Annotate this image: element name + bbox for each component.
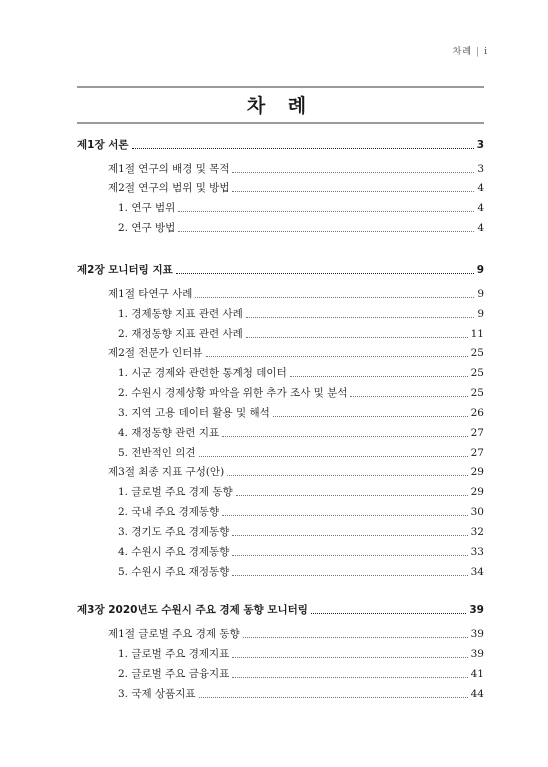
toc-page: 9 xyxy=(477,288,484,300)
toc-leader xyxy=(206,356,468,357)
toc-item[interactable] xyxy=(77,688,484,701)
toc-leader xyxy=(246,337,468,338)
toc-page: 4 xyxy=(477,222,484,234)
toc-page: 9 xyxy=(477,308,484,320)
toc-label: 1. 연구 범위 xyxy=(118,202,176,214)
toc-chapter[interactable] xyxy=(77,264,484,277)
toc-page: 44 xyxy=(470,688,484,700)
running-header xyxy=(453,44,488,57)
toc-page: 27 xyxy=(470,427,484,439)
toc-item[interactable] xyxy=(77,648,484,661)
toc-label: 제3장 2020년도 수원시 주요 경제 동향 모니터링 xyxy=(77,604,308,616)
toc-page: 9 xyxy=(476,264,484,276)
toc-label: 1. 시군 경제와 관련한 통계청 데이터 xyxy=(118,367,287,379)
toc-page: 39 xyxy=(469,604,484,616)
toc-label: 5. 수원시 주요 재정동향 xyxy=(118,566,230,578)
toc-item[interactable] xyxy=(77,427,484,440)
toc-leader xyxy=(232,535,467,536)
toc-label: 2. 글로벌 주요 금융지표 xyxy=(118,668,230,680)
toc-label: 2. 재정동향 지표 관련 사례 xyxy=(118,328,243,340)
toc-label: 3. 경기도 주요 경제동향 xyxy=(118,526,230,538)
toc-page: 11 xyxy=(470,328,484,340)
toc-item[interactable] xyxy=(77,328,484,341)
toc-label: 2. 국내 주요 경제동향 xyxy=(118,506,220,518)
toc-page: 3 xyxy=(476,139,484,151)
toc-leader xyxy=(195,297,474,298)
toc-label: 3. 국제 상품지표 xyxy=(118,688,196,700)
toc-label: 1. 경제동향 지표 관련 사례 xyxy=(118,308,243,320)
title-rule-top xyxy=(77,86,484,88)
toc-leader xyxy=(236,495,468,496)
toc-page: 27 xyxy=(470,447,484,459)
running-title: 차례 xyxy=(452,47,473,57)
toc-section[interactable] xyxy=(77,466,484,479)
toc-item[interactable] xyxy=(77,202,484,215)
toc-page: 34 xyxy=(470,566,484,578)
header-separator: | xyxy=(476,47,481,57)
toc-leader xyxy=(222,515,467,516)
toc-label: 제2장 모니터링 지표 xyxy=(77,264,173,276)
toc-page: 33 xyxy=(470,546,484,558)
toc-leader xyxy=(232,575,467,576)
toc-item[interactable] xyxy=(77,486,484,499)
toc-section[interactable] xyxy=(77,182,484,195)
toc-label: 1. 글로벌 주요 경제 동향 xyxy=(118,486,233,498)
toc-page: 25 xyxy=(470,347,484,359)
toc-page: 25 xyxy=(470,367,484,379)
toc-item[interactable] xyxy=(77,506,484,519)
toc-chapter[interactable] xyxy=(77,604,484,617)
toc-label: 4. 수원시 주요 경제동향 xyxy=(118,546,230,558)
toc-leader xyxy=(273,416,468,417)
toc-label: 제3절 최종 지표 구성(안) xyxy=(108,466,225,478)
toc-item[interactable] xyxy=(77,566,484,579)
toc-label: 제1절 글로벌 주요 경제 동향 xyxy=(108,628,240,640)
toc-label: 4. 재정동향 관련 지표 xyxy=(118,427,220,439)
toc-item[interactable] xyxy=(77,308,484,321)
toc-page: 25 xyxy=(470,387,484,399)
toc-leader xyxy=(178,211,474,212)
toc-label: 제1절 연구의 배경 및 목적 xyxy=(108,163,230,175)
toc-item[interactable] xyxy=(77,407,484,420)
toc-page: 26 xyxy=(470,407,484,419)
page-title: 차 례 xyxy=(246,95,315,117)
toc-page: 4 xyxy=(477,182,484,194)
toc-label: 제2절 전문가 인터뷰 xyxy=(108,347,203,359)
toc-leader xyxy=(178,231,474,232)
toc-leader xyxy=(311,613,466,614)
toc-leader xyxy=(232,677,467,678)
toc-chapter[interactable] xyxy=(77,139,484,152)
toc-section[interactable] xyxy=(77,628,484,641)
toc-leader xyxy=(232,191,474,192)
toc-page: 39 xyxy=(470,628,484,640)
toc-page: 29 xyxy=(470,466,484,478)
toc-leader xyxy=(199,456,468,457)
toc-leader xyxy=(176,273,474,274)
toc-item[interactable] xyxy=(77,526,484,539)
toc-leader xyxy=(227,475,467,476)
toc-leader xyxy=(199,697,468,698)
toc-label: 제1장 서론 xyxy=(77,139,129,151)
toc-page: 3 xyxy=(477,163,484,175)
toc-leader xyxy=(246,317,475,318)
toc-item[interactable] xyxy=(77,222,484,235)
toc-page: 30 xyxy=(470,506,484,518)
toc-label: 제2절 연구의 범위 및 방법 xyxy=(108,182,230,194)
toc-leader xyxy=(222,436,467,437)
toc-leader xyxy=(243,637,468,638)
toc-section[interactable] xyxy=(77,288,484,301)
toc-section[interactable] xyxy=(77,347,484,360)
toc-leader xyxy=(232,657,467,658)
toc-section[interactable] xyxy=(77,163,484,176)
toc-page: 41 xyxy=(470,668,484,680)
title-rule-bottom xyxy=(77,122,484,124)
toc-leader xyxy=(232,555,467,556)
toc-leader xyxy=(132,148,474,149)
toc-page: 39 xyxy=(470,648,484,660)
toc-label: 2. 연구 방법 xyxy=(118,222,176,234)
toc-leader xyxy=(350,396,467,397)
toc-item[interactable] xyxy=(77,447,484,460)
toc-label: 1. 글로벌 주요 경제지표 xyxy=(118,648,230,660)
page-number: i xyxy=(484,47,488,57)
toc-leader xyxy=(232,172,474,173)
toc-item[interactable] xyxy=(77,668,484,681)
toc-label: 2. 수원시 경제상황 파악을 위한 추가 조사 및 분석 xyxy=(118,387,348,399)
toc-page: 32 xyxy=(470,526,484,538)
toc-label: 3. 지역 고용 데이터 활용 및 해석 xyxy=(118,407,270,419)
toc-page: 29 xyxy=(470,486,484,498)
toc-label: 제1절 타연구 사례 xyxy=(108,288,193,300)
toc-label: 5. 전반적인 의견 xyxy=(118,447,196,459)
toc-item[interactable] xyxy=(77,546,484,559)
toc-leader xyxy=(290,376,468,377)
toc-item[interactable] xyxy=(77,387,484,400)
toc-item[interactable] xyxy=(77,367,484,380)
toc-page: 4 xyxy=(477,202,484,214)
